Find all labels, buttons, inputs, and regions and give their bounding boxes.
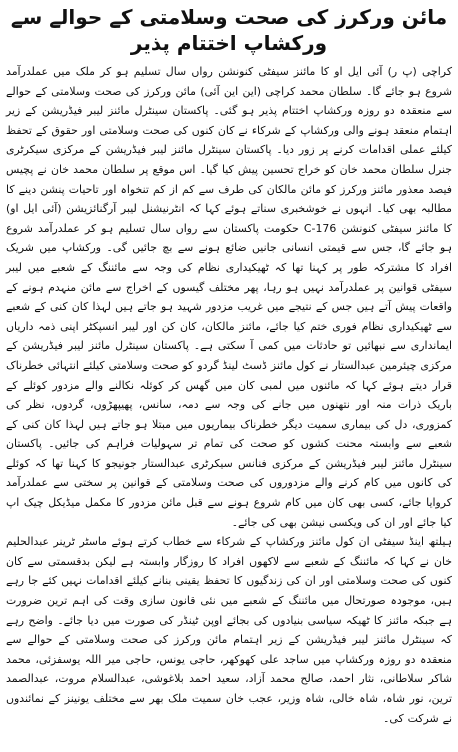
article-headline: مائن ورکرز کی صحت وسلامتی کے حوالے سے ورکشاپ اختتام پذیر <box>10 5 448 55</box>
article-paragraph-2: ہیلتھ اینڈ سیفٹی ان کول مائنز ورکشاپ کے شرکاء سے خطاب کرتے ہوئے ماسٹر ٹرینر عبدالحلیم خان نے کہا کہ مائننگ کے شعبے سے لاکھوں افراد کا روزگار وابستہ ہے لیکن بدقسمتی سے کان کنوں کی صحت وسلامتی اور ان کی زندگیوں کا تحفظ یقینی بنانے کیلئے اقدامات نہیں کئے جا رہے ہیں، موجودہ صورتحال میں مائننگ کے شعبے میں نئی قانون سازی وقت کی اہم ترین ضرورت ہے جبکہ مائنز کا ٹھیکہ سیاسی بنیادوں کی بجائے اوپن ٹینڈر کی صورت میں دیا جائے۔ واضح رہے کہ سینٹرل مائنز لیبر فیڈریشن کے زیر اہتمام مائن ورکرز کی صحت وسلامتی کے حوالے سے منعقدہ دو روزہ ورکشاپ میں ساجد علی کھوکھر، حاجی یونس، حاجی میر اللہ یوسفزئی، محمد شاکر سلاطانی، نثار احمد، صالح محمد آزاد، سعید احمد بلاغوشی، عبدالسلام مروت، عبدالصمد ترین، نور شاہ، شاہ خالی، شاہ وزیر، عجب خان سمیت ملک بھر سے مختلف یونینز کے نمائندوں نے شرکت کی۔ <box>6 535 452 725</box>
article-paragraph-1: کراچی (پ ر) آئی ایل او کا مائنز سیفٹی کنونشن رواں سال تسلیم ہو کر ملک میں عملدرآمد شروع ہو جائے گا۔ سلطان محمد کراچی (این این آئی) مائن ورکرز کی صحت وسلامتی کے حوالے سے منعقدہ دو روزہ ورکشاپ اختتام پذیر ہو گئی۔ پاکستان سینٹرل مائنز لیبر فیڈریشن کے زیر اہتمام منعقد ہونے والی ورکشاپ کے شرکاء نے کان کنوں کی صحت وسلامتی اور حقوق کے تحفظ کیلئے عملی اقدامات کرنے پر زور دیا۔ پاکستان سینٹرل مائنز لیبر فیڈریشن کے مرکزی سیکرٹری جنرل سلطان محمد خان کو خراج تحسین پیش کیا گیا۔ اس موقع پر سلطان محمد خان نے پچیس فیصد معذور مائنز ورکرز کو مائن مالکان کی طرف سے کم از کم تنخواہ اور تاحیات پنشن دینے کا مطالبہ بھی کیا۔ انہوں نے خوشخبری سناتے ہوئے کہا کہ انٹرنیشنل لیبر آرگنائزیشن (آئی ایل او) کا مائنز سیفٹی کنونشن C-176 حکومت پاکستان سے رواں سال تسلیم ہو کر عملدرآمد شروع ہو جائے گا، جس سے قیمتی انسانی جانیں ضائع ہونے سے بچ جائیں گی۔ ورکشاپ میں شریک افراد کا مشترکہ طور پر کہنا تھا کہ ٹھیکیداری نظام کی وجہ سے مائننگ کے شعبے میں لیبر سیفٹی قوانین پر عملدرآمد نہیں ہو رہا، پھر مختلف گیسوں کے اخراج سے مائن منہدم ہونے کے واقعات پیش آتے ہیں جس کے نتیجے میں غریب مزدور شہید ہو جاتے ہیں لہذا کان کنی کے شعبے سے ٹھیکیداری نظام فوری ختم کیا جائے، مائنز مالکان، کان کن اور لیبر انسپکٹر اپنی ذمہ داریاں ایمانداری سے نبھائیں تو حادثات میں کمی آ سکتی ہے۔ پاکستان سینٹرل مائنز لیبر فیڈریشن کے مرکزی چیئرمین عبدالستار نے کول مائنز ڈسٹ لینڈ گردو کو صحت وسلامتی کیلئے انتہائی خطرناک قرار دیتے ہوئے کہا کہ مائنوں میں لمبی کان میں گھس کر کوئلہ نکالنے والے مزدور کوئلے کے باریک ذرات منہ اور نتھنوں میں جانے کی وجہ سے دمہ، سانس، پھیپھڑوں، گردوں، نظر کی کمزوری، دل کی بیماری سمیت دیگر خطرناک بیماریوں میں مبتلا ہو جاتے ہیں لہذا کان کنی کے شعبے سے وابستہ محنت کشوں کو صحت کی تمام تر سہولیات فراہم کی جائیں۔ پاکستان سینٹرل مائنز لیبر فیڈریشن کے مرکزی فنانس سیکرٹری عبدالستار جونیجو کا کہنا تھا کہ کوئلے کی کانوں میں کام کرنے والے مزدوروں کی صحت وسلامتی کے قوانین پر سختی سے عملدرآمد کروایا جائے، کسی بھی کان میں کام شروع ہونے سے قبل مائن مزدور کا مکمل میڈیکل چیک اپ کیا جائے اور ان کی ویکسی نیشن بھی کی جائے۔ <box>6 65 452 529</box>
